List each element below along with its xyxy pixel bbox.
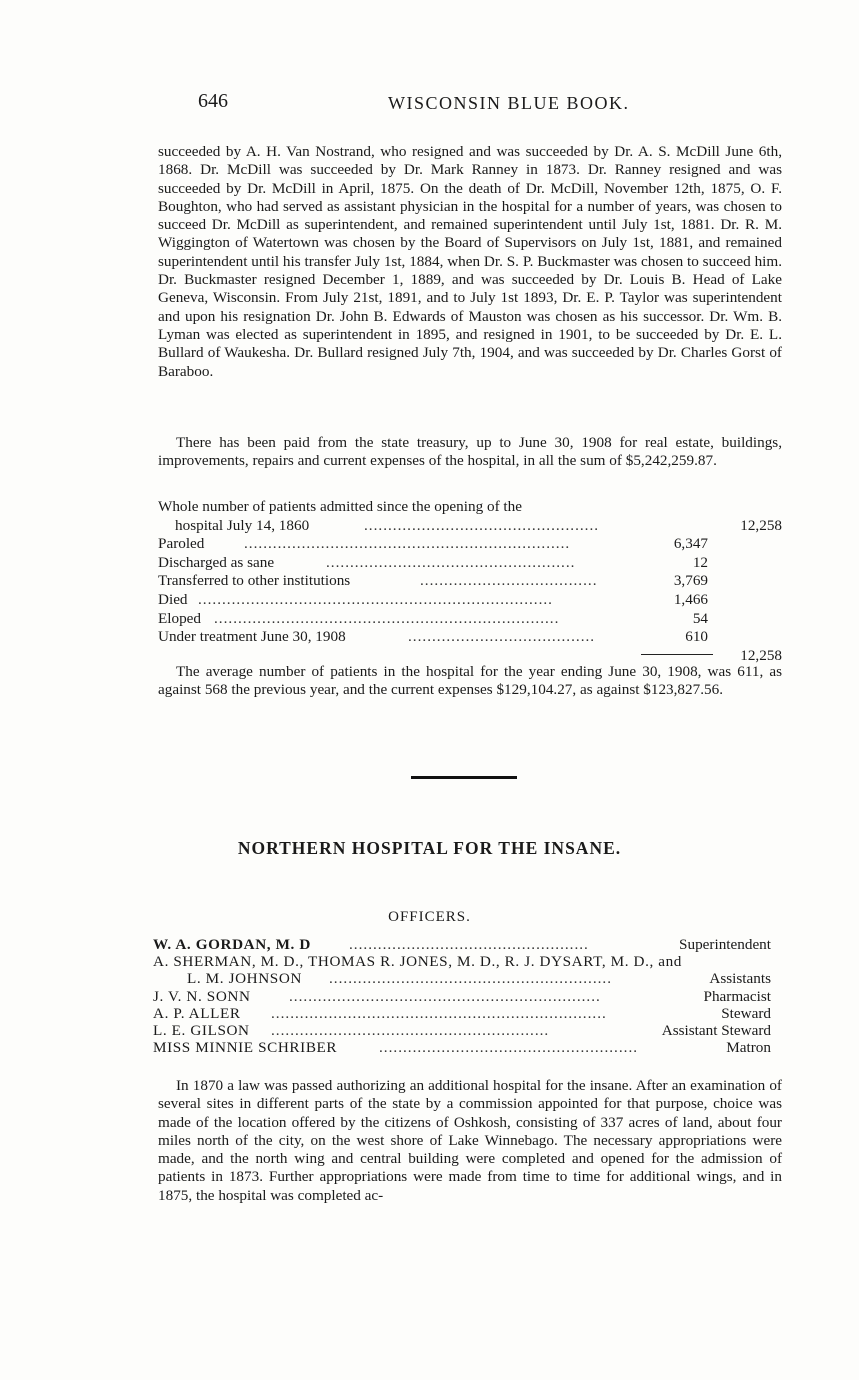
leader-dots: ..................................... (420, 572, 598, 590)
stats-row (158, 498, 782, 517)
officer-role: Steward (721, 1004, 771, 1022)
leader-dots: .................................................. (349, 936, 589, 953)
stats-label: Discharged as sane (158, 553, 275, 571)
stats-total: 12,258 (740, 646, 782, 664)
stats-value: 1,466 (673, 590, 708, 608)
officer-row (153, 970, 771, 987)
officer-row (153, 936, 771, 953)
stats-row (158, 572, 782, 591)
section-divider (411, 776, 517, 779)
stats-row (158, 610, 782, 629)
leader-dots: ...................................................................... (271, 1004, 607, 1022)
officer-role: Matron (726, 1039, 771, 1057)
officer-row (153, 1005, 771, 1022)
officer-row (153, 1039, 771, 1056)
leader-dots: ................................................................. (289, 987, 601, 1005)
stats-row (158, 517, 782, 536)
officer-name: L. M. JOHNSON (187, 970, 302, 988)
leader-dots: .................................................... (326, 553, 576, 571)
stats-row (158, 535, 782, 554)
officer-name: MISS MINNIE SCHRIBER (153, 1039, 338, 1057)
average-paragraph: The average number of patients in the hospital for the year ending June 30, 1908, was 611, as against 568 the previous year, and the current expenses $129,104.27, as against $123,827.56. (158, 663, 782, 699)
leader-dots: ...................................................... (379, 1039, 639, 1057)
officers-list (153, 936, 771, 1056)
stats-label: hospital July 14, 1860 (175, 516, 310, 534)
leader-dots: ........................................................................ (214, 609, 560, 627)
officer-role: Assistants (709, 970, 771, 988)
officer-name: A. P. ALLER (153, 1004, 241, 1022)
stats-value: 12 (692, 553, 708, 571)
officer-role: Assistant Steward (661, 1021, 771, 1039)
leader-dots: ................................................. (364, 516, 600, 534)
page-number: 646 (198, 90, 228, 112)
stats-value: 6,347 (673, 535, 708, 553)
patient-statistics (158, 498, 782, 665)
officer-name: L. E. GILSON (153, 1021, 250, 1039)
history-paragraph: succeeded by A. H. Van Nostrand, who resigned and was succeeded by Dr. A. S. McDill June 6th, 1868. Dr. McDill was succeeded by Dr. Mark Ranney in 1873. Dr. Ranney resigned and was succeeded by Dr. McDill in April, 1875. On the death of Dr. McDill, November 12th, 1875, O. F. Boughton, who had served as assistant physician in the hospital for a number of years, was chosen to succeed Dr. McDill as superintendent, and remained superintendent until July 1st, 1881. Dr. R. M. Wiggington of Watertown was chosen by the Board of Supervisors on July 1st, 1881, and remained superintendent until his transfer July 1st, 1884, when Dr. S. P. Buckmaster was chosen to succeed him. Dr. Buckmaster resigned December 1, 1889, and was succeeded by Dr. Louis B. Head of Lake Geneva, Wisconsin. From July 21st, 1891, and to July 1st 1893, Dr. E. P. Taylor was superintendent and upon his resignation Dr. John B. Edwards of Mauston was chosen as his successor. Dr. Wm. B. Lyman was elected as superintendent in 1895, and resigned in 1901, to be succeeded by Dr. E. L. Bullard of Waukesha. Dr. Bullard resigned July 7th, 1904, and was succeeded by Dr. Charles Gorst of Baraboo. (158, 143, 782, 380)
leader-dots: ........................................................... (329, 970, 613, 988)
officer-row (153, 1022, 771, 1039)
leader-dots: ....................................... (408, 628, 596, 646)
stats-row (158, 554, 782, 573)
stats-label: Transferred to other institutions (158, 572, 351, 590)
northern-hospital-paragraph: In 1870 a law was passed authorizing an additional hospital for the insane. After an examination of several sites in different parts of the state by a commission appointed for that purpose, choice was made of the location offered by the citizens of Oshkosh, consisting of 337 acres of land, about four miles north of the city, on the west shore of Lake Winnebago. The necessary appropriations were made, and the north wing and central building were completed and opened for the admission of patients in 1873. Further appropriations were made from time to time for additional wings, and in 1875, the hospital was completed ac- (158, 1077, 782, 1204)
stats-value: 3,769 (673, 572, 708, 590)
stats-total: 12,258 (740, 516, 782, 534)
leader-dots: .......................................................... (271, 1021, 550, 1039)
officer-name: W. A. GORDAN, M. D (153, 936, 311, 953)
officer-row (153, 988, 771, 1005)
stats-value: 54 (692, 609, 708, 627)
section-title: NORTHERN HOSPITAL FOR THE INSANE. (237, 838, 622, 858)
officer-row (153, 953, 771, 970)
leader-dots: .......................................................................... (198, 590, 553, 608)
stats-value: 610 (685, 628, 708, 646)
officers-heading: OFFICERS. (388, 909, 471, 925)
stats-label: Paroled (158, 535, 205, 553)
stats-label: Died (158, 590, 188, 608)
leader-dots: .................................................................... (244, 535, 571, 553)
officer-name: A. SHERMAN, M. D., THOMAS R. JONES, M. D., R. J. DYSART, M. D., and (153, 953, 682, 971)
officer-role: Pharmacist (703, 987, 771, 1005)
running-title: WISCONSIN BLUE BOOK. (388, 93, 630, 113)
stats-row (158, 628, 782, 647)
officer-role: Superintendent (679, 936, 771, 953)
officer-name: J. V. N. SONN (153, 987, 251, 1005)
stats-label: Eloped (158, 609, 202, 627)
expenditure-paragraph: There has been paid from the state treasury, up to June 30, 1908 for real estate, buildings, improvements, repairs and current expenses of the hospital, in all the sum of $5,242,259.87. (158, 434, 782, 470)
stats-label: Whole number of patients admitted since the opening of the (158, 498, 522, 515)
stats-label: Under treatment June 30, 1908 (158, 628, 346, 646)
stats-row (158, 591, 782, 610)
page-header (198, 90, 779, 116)
